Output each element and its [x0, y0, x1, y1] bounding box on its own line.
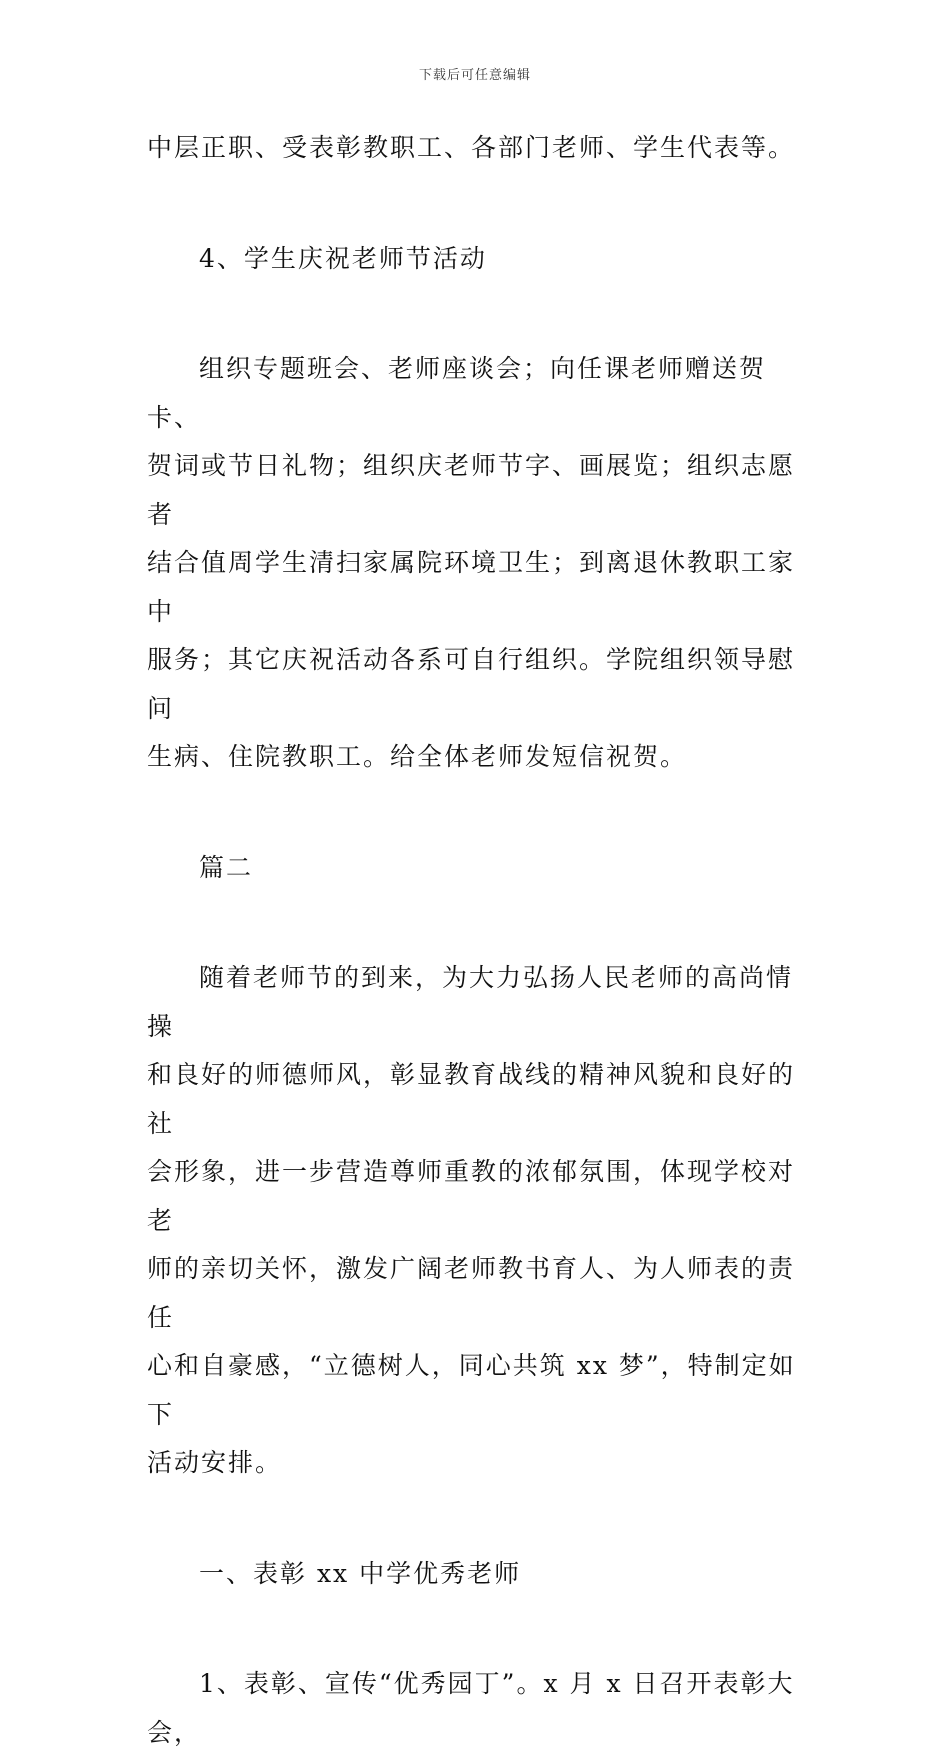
paragraph-activities	[147, 345, 812, 782]
text-line: 心和自豪感，“立德树人，同心共筑 xx 梦”，特制定如下	[147, 1351, 796, 1429]
text-line: 中层正职、受表彰教职工、各部门老师、学生代表等。	[147, 133, 796, 162]
text-line: 会形象，进一步营造尊师重教的浓郁氛围，体现学校对老	[147, 1157, 796, 1235]
heading-line: 一、表彰 xx 中学优秀老师	[199, 1558, 522, 1588]
text-line: 师的亲切关怀，激发广阔老师教书育人、为人师表的责任	[147, 1254, 796, 1332]
text-line: 随着老师节的到来，为大力弘扬人民老师的高尚情操	[147, 963, 794, 1041]
paragraph-gap	[147, 1488, 812, 1550]
paragraph-commend-item-1	[147, 1660, 812, 1757]
document-body	[147, 124, 812, 1757]
text-line: 结合值周学生清扫家属院环境卫生；到离退休教职工家中	[147, 548, 796, 626]
page-header-note: 下载后可任意编辑	[418, 68, 531, 83]
paragraph-gap	[147, 782, 812, 844]
paragraph-intro	[147, 954, 812, 1488]
text-line: 和良好的师德师风，彰显教育战线的精神风貌和良好的社	[147, 1060, 796, 1138]
section-heading-student-celebration	[147, 235, 812, 284]
heading-line: 篇二	[199, 852, 254, 882]
paragraph-attendees	[147, 124, 812, 173]
paragraph-gap	[147, 892, 812, 954]
paragraph-gap	[147, 173, 812, 235]
paragraph-gap	[147, 1598, 812, 1660]
text-line: 组织专题班会、老师座谈会；向任课老师赠送贺卡、	[147, 354, 767, 432]
text-line: 1、表彰、宣传“优秀园丁”。x 月 x 日召开表彰大会，	[147, 1669, 795, 1747]
section-heading-commend-teachers	[147, 1550, 812, 1599]
text-line: 服务；其它庆祝活动各系可自行组织。学院组织领导慰问	[147, 645, 796, 723]
text-line: 生病、住院教职工。给全体老师发短信祝贺。	[147, 742, 688, 771]
paragraph-gap	[147, 283, 812, 345]
section-heading-part-two	[147, 844, 812, 893]
heading-line: 4、学生庆祝老师节活动	[199, 243, 487, 273]
text-line: 活动安排。	[147, 1448, 283, 1477]
text-line: 贺词或节日礼物；组织庆老师节字、画展览；组织志愿者	[147, 451, 796, 529]
